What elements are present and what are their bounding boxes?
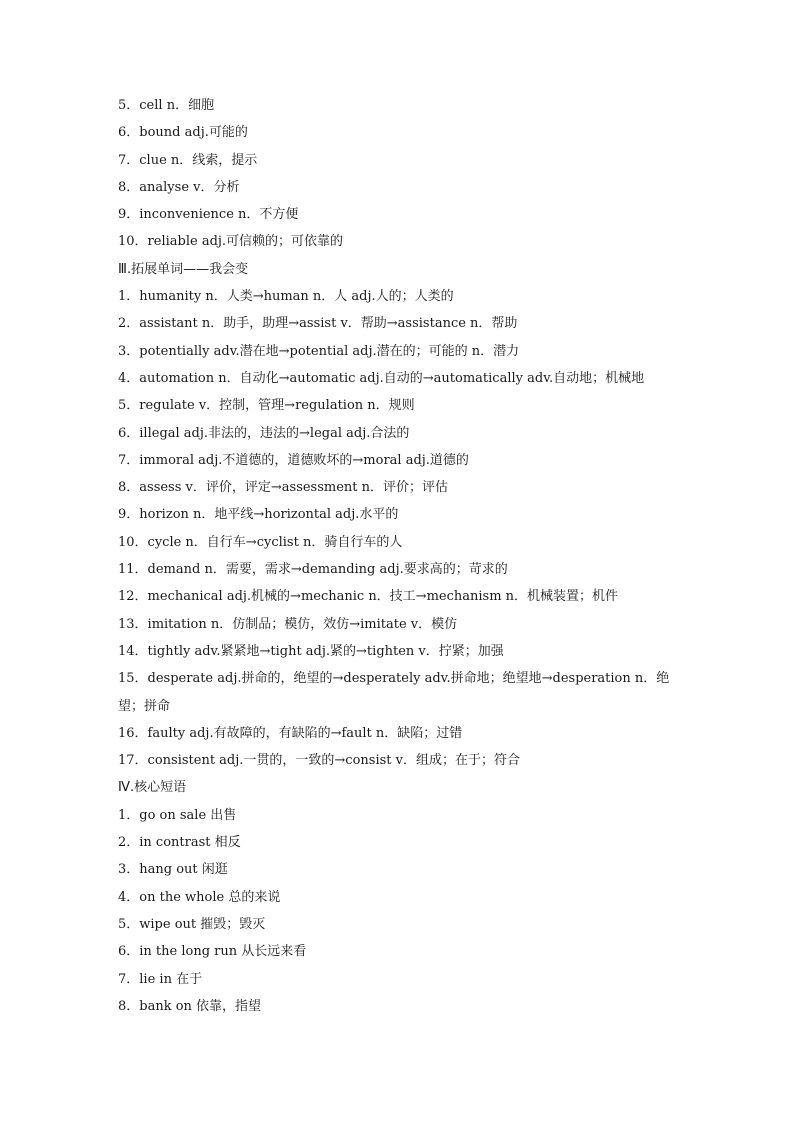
list-item: 10．reliable adj.可信赖的；可依靠的	[118, 234, 344, 250]
list-item: 6．in the long run 从长远来看	[118, 944, 307, 960]
list-item: 1．humanity n．人类→human n．人 adj.人的；人类的	[118, 289, 454, 305]
list-item: 9．inconvenience n．不方便	[118, 207, 299, 223]
list-item: 5．wipe out 摧毁；毁灭	[118, 916, 266, 932]
list-item: 9．horizon n．地平线→horizontal adj.水平的	[118, 507, 399, 523]
list-item: 3．potentially adv.潜在地→potential adj.潜在的；可能的 n．潜力	[118, 343, 520, 359]
list-item: 5．cell n．细胞	[118, 98, 215, 113]
list-item: 13．imitation n．仿制品；模仿，效仿→imitate v．模仿	[118, 616, 458, 632]
section-heading-extended-words: Ⅲ.拓展单词——我会变	[118, 261, 249, 277]
vocabulary-list	[118, 92, 683, 1020]
list-item: 17．consistent adj.一贯的，一致的→consist v．组成；在于；符合	[118, 753, 520, 769]
list-item: 2．in contrast 相反	[118, 835, 241, 851]
list-item: 8．analyse v．分析	[118, 179, 240, 195]
list-item: 4．automation n．自动化→automatic adj.自动的→automatically adv.自动地；机械地	[118, 370, 645, 386]
list-item: 8．assess v．评价，评定→assessment n．评价；评估	[118, 480, 449, 496]
list-item: 3．hang out 闲逛	[118, 862, 228, 878]
list-item: 8．bank on 依靠，指望	[118, 998, 262, 1014]
section-heading-core-phrases: Ⅳ.核心短语	[118, 780, 187, 796]
list-item: 2．assistant n．助手，助理→assist v．帮助→assistance n．帮助	[118, 316, 518, 332]
list-item: 15．desperate adj.拼命的，绝望的→desperately adv.拼命地；绝望地→desperation n．绝望；拼命	[118, 671, 670, 714]
list-item: 6．bound adj.可能的	[118, 125, 248, 141]
list-item: 12．mechanical adj.机械的→mechanic n．技工→mechanism n．机械装置；机件	[118, 589, 619, 605]
list-item: 1．go on sale 出售	[118, 807, 237, 823]
list-item: 6．illegal adj.非法的，违法的→legal adj.合法的	[118, 425, 410, 441]
list-item: 14．tightly adv.紧紧地→tight adj.紧的→tighten v．拧紧；加强	[118, 643, 504, 659]
list-item: 7．immoral adj.不道德的，道德败坏的→moral adj.道德的	[118, 452, 469, 468]
list-item: 5．regulate v．控制，管理→regulation n．规则	[118, 398, 415, 414]
list-item: 10．cycle n．自行车→cyclist n．骑自行车的人	[118, 534, 403, 550]
list-item: 7．clue n．线索，提示	[118, 152, 258, 168]
list-item: 11．demand n．需要，需求→demanding adj.要求高的；苛求的	[118, 562, 508, 578]
list-item: 7．lie in 在于	[118, 971, 203, 987]
list-item: 16．faulty adj.有故障的，有缺陷的→fault n．缺陷；过错	[118, 725, 463, 741]
list-item: 4．on the whole 总的来说	[118, 889, 281, 905]
